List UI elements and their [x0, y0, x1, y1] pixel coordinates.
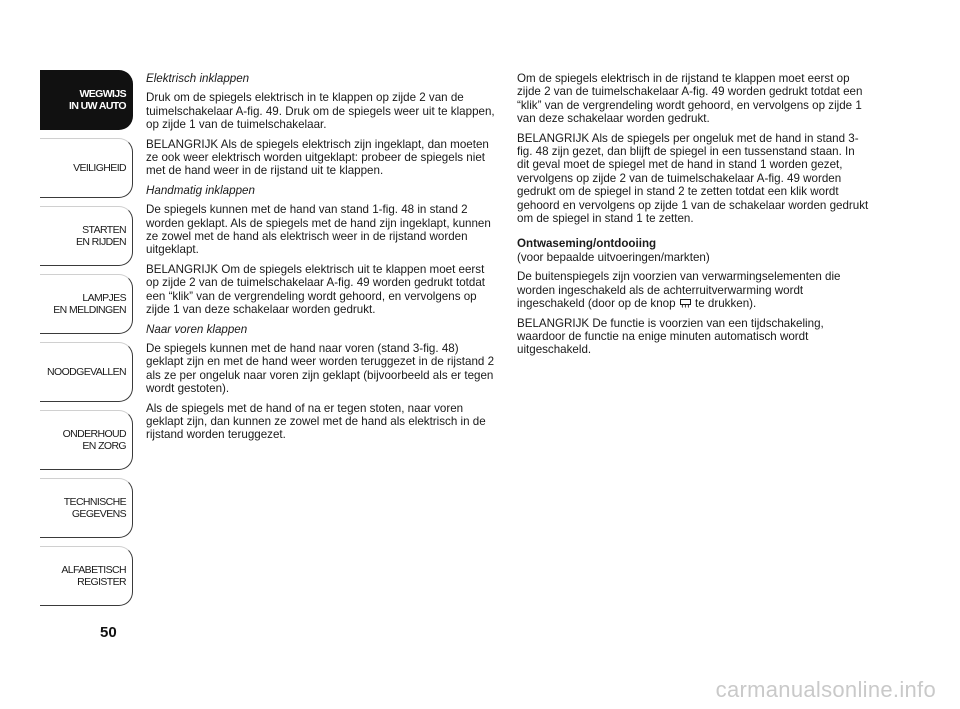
tab-label-line: EN ZORG	[82, 440, 126, 452]
text-column-left	[146, 72, 496, 448]
watermark: carmanualsonline.info	[715, 677, 936, 702]
paragraph-belangrijk: BELANGRIJK Als de spiegels elektrisch zijn ingeklapt, dan moeten ze ook weer elektrisch worden uitgeklapt: probeer de spiegels niet met de hand weer in de rijstand uit te klappen.	[146, 137, 489, 178]
rear-defrost-icon	[680, 299, 691, 308]
heading-ontwaseming-title: Ontwaseming/ontdooiing	[517, 237, 657, 251]
tab-onderhoud-en-zorg[interactable]	[40, 410, 133, 470]
paragraph-text: te drukken).	[695, 297, 757, 311]
subheading-elektrisch-inklappen: Elektrisch inklappen	[146, 72, 250, 85]
tab-label-line: NOODGEVALLEN	[47, 366, 126, 378]
tab-label-line: WEGWIJS	[79, 88, 126, 100]
tab-label-line: STARTEN	[82, 224, 126, 236]
paragraph: Druk om de spiegels elektrisch in te klappen op zijde 2 van de tuimelschakelaar A-fig. 49. Druk om de spiegels weer uit te klappen, op zijde 1 van de tuimelschakelaar.	[146, 91, 495, 132]
tab-label-line: TECHNISCHE	[63, 496, 126, 508]
tab-wegwijs-in-uw-auto[interactable]	[40, 70, 133, 130]
paragraph-belangrijk: BELANGRIJK Om de spiegels elektrisch uit te klappen moet eerst op zijde 2 van de tuimelschakelaar A-fig. 49 worden gedrukt totdat een “klik” van de vergrendeling wordt gehoord, en vervolgens op zijde 1 van deze schakelaar worden gedrukt.	[146, 262, 485, 317]
subheading-naar-voren-klappen: Naar voren klappen	[146, 322, 248, 336]
tab-label-line: REGISTER	[77, 576, 126, 588]
subheading-handmatig-inklappen: Handmatig inklappen	[146, 183, 255, 197]
tab-lampjes-en-meldingen[interactable]	[40, 274, 133, 334]
section-tabs	[40, 70, 133, 614]
paragraph: Als de spiegels met de hand of na er tegen stoten, naar voren geklapt zijn, dan kunnen ze zowel met de hand als elektrisch in de rijstand worden teruggezet.	[146, 401, 486, 442]
tab-alfabetisch-register[interactable]	[40, 546, 133, 606]
paragraph-ontwaseming	[517, 270, 869, 310]
tab-technische-gegevens[interactable]	[40, 478, 133, 538]
paragraph: De spiegels kunnen met de hand naar voren (stand 3-fig. 48) geklapt zijn en met de hand weer worden teruggezet in de rijstand 2 als ze per ongeluk naar voren zijn geklapt (bijvoorbeeld als er tegen wordt gestoten).	[146, 341, 495, 396]
tab-label-line: EN RIJDEN	[75, 236, 126, 248]
page-number: 50	[100, 624, 117, 641]
heading-ontwaseming	[517, 237, 869, 250]
tab-veiligheid[interactable]	[40, 138, 133, 198]
tab-starten-en-rijden[interactable]	[40, 206, 133, 266]
text-column-right	[517, 72, 869, 363]
tab-noodgevallen[interactable]	[40, 342, 133, 402]
paragraph-text: De buitenspiegels zijn voorzien van verwarmingselementen die worden ingeschakeld als de achterruitverwarming wordt ingeschakeld (door op de knop	[517, 270, 841, 311]
tab-label-line: ALFABETISCH	[61, 564, 126, 576]
tab-label-line: IN UW AUTO	[69, 100, 126, 112]
tab-label-line: VEILIGHEID	[73, 162, 126, 174]
paragraph-belangrijk: BELANGRIJK Als de spiegels per ongeluk met de hand in stand 3-fig. 48 zijn gezet, dan blijft de spiegel in een tussenstand staan. In dit geval moet de spiegel met de hand in stand 1 worden gezet, vervolgens op zijde 2 van de tuimelschakelaar A-fig. 49 worden gedrukt om de spiegel in stand 2 te zetten totdat een klik wordt gehoord en vervolgens op zijde 1 van de schakelaar worden gedrukt om de spiegel in stand 1 te zetten.	[517, 131, 869, 226]
tab-label-line: EN MELDINGEN	[53, 304, 126, 316]
paragraph: De spiegels kunnen met de hand van stand 1-fig. 48 in stand 2 worden geklapt. Als de spiegels met de hand zijn ingeklapt, kunnen ze zowel met de hand als elektrisch weer in de rijstand worden uitgeklapt.	[146, 203, 491, 257]
paragraph: Om de spiegels elektrisch in de rijstand te klappen moet eerst op zijde 2 van de tuimelschakelaar A-fig. 49 worden gedrukt totdat een “klik” van de vergrendeling wordt gehoord, en vervolgens op zijde 1 van deze schakelaar worden gedrukt.	[517, 72, 863, 126]
subheading-uitvoeringen: (voor bepaalde uitvoeringen/markten)	[517, 250, 710, 264]
tab-label-line: ONDERHOUD	[62, 428, 126, 440]
paragraph-belangrijk: BELANGRIJK De functie is voorzien van een tijdschakeling, waardoor de functie na enige minuten automatisch wordt uitgeschakeld.	[517, 316, 824, 357]
tab-label-line: LAMPJES	[82, 292, 126, 304]
tab-label-line: GEGEVENS	[71, 508, 126, 520]
